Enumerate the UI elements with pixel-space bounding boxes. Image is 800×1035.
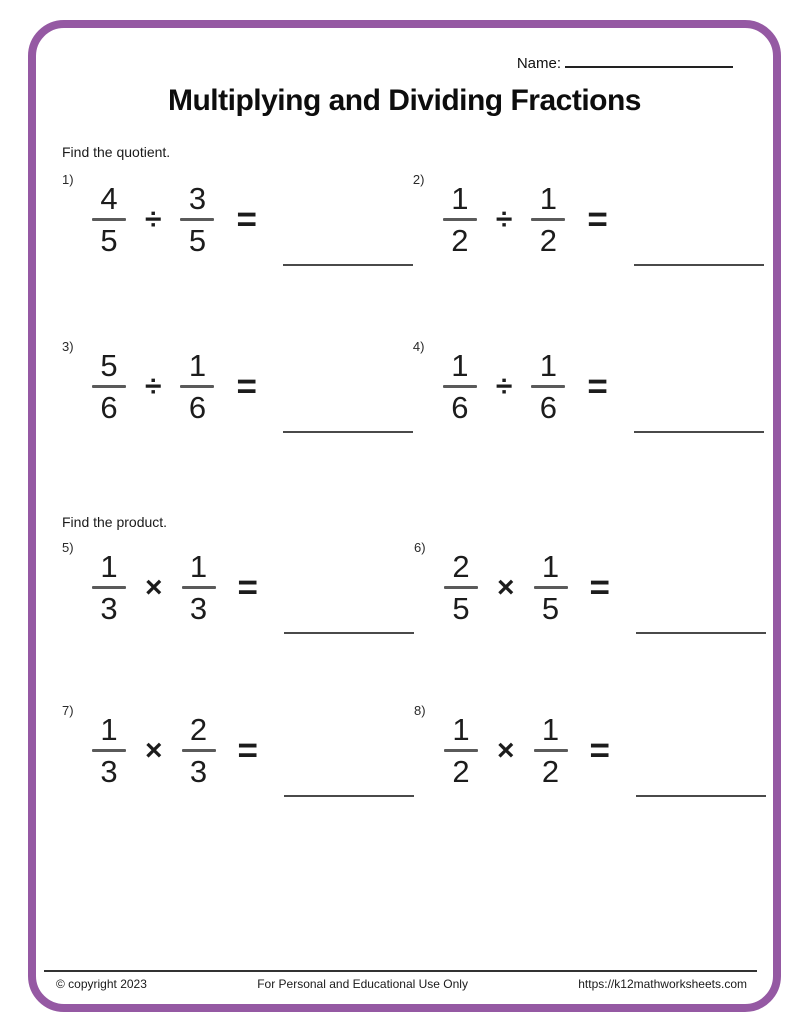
numerator: 2: [452, 549, 470, 584]
numerator: 1: [451, 348, 469, 383]
expression: [440, 550, 766, 625]
problem-2: [413, 172, 764, 257]
page-title: Multiplying and Dividing Fractions: [167, 84, 641, 117]
equals-sign: =: [237, 730, 258, 770]
usage-text: For Personal and Educational Use Only: [257, 977, 468, 991]
fraction-1: [88, 713, 130, 788]
fraction-bar: [531, 218, 565, 221]
fraction-2: [527, 182, 569, 257]
problem-3: [62, 339, 413, 424]
website-url[interactable]: https://k12mathworksheets.com: [578, 977, 747, 991]
problem-number: 4): [412, 339, 425, 354]
fraction-bar: [443, 385, 477, 388]
equals-sign: =: [587, 199, 608, 239]
denominator: 2: [451, 223, 469, 258]
problems-row-2: [62, 339, 747, 424]
equals-sign: =: [236, 199, 257, 239]
fraction-1: [88, 349, 130, 424]
problem-number: 8): [413, 703, 426, 718]
multiply-operator: ×: [496, 733, 515, 767]
answer-line[interactable]: [636, 795, 766, 797]
fraction-1: [440, 713, 482, 788]
fraction-2: [178, 713, 220, 788]
problem-number: 5): [62, 540, 74, 555]
divide-operator: ÷: [495, 369, 513, 403]
problem-number: 1): [62, 172, 74, 187]
fraction-1: [439, 182, 481, 257]
footer: [44, 970, 757, 991]
numerator: 1: [452, 712, 470, 747]
problem-number: 2): [412, 172, 425, 187]
denominator: 6: [451, 390, 469, 425]
name-label: Name:: [516, 55, 561, 72]
fraction-bar: [182, 586, 216, 589]
fraction-bar: [180, 218, 214, 221]
expression: [88, 713, 414, 788]
fraction-2: [176, 182, 218, 257]
copyright-text: © copyright 2023: [56, 977, 147, 991]
numerator: 1: [541, 712, 560, 747]
denominator: 6: [539, 390, 558, 425]
multiply-operator: ×: [145, 570, 163, 604]
expression: [440, 713, 766, 788]
answer-line[interactable]: [634, 264, 764, 266]
denominator: 5: [452, 591, 470, 626]
numerator: 3: [188, 181, 207, 216]
equals-sign: =: [236, 366, 257, 406]
fraction-bar: [444, 586, 478, 589]
divide-operator: ÷: [145, 202, 162, 236]
fraction-1: [88, 182, 130, 257]
fraction-bar: [92, 749, 126, 752]
numerator: 5: [100, 348, 118, 383]
numerator: 1: [188, 348, 207, 383]
fraction-2: [178, 550, 220, 625]
answer-line[interactable]: [634, 431, 764, 433]
fraction-2: [176, 349, 218, 424]
problems-row-1: [62, 172, 747, 257]
answer-line[interactable]: [636, 632, 766, 634]
fraction-2: [530, 713, 572, 788]
instruction-quotient: Find the quotient.: [62, 144, 171, 160]
multiply-operator: ×: [145, 733, 163, 767]
fraction-bar: [444, 749, 478, 752]
denominator: 6: [188, 390, 207, 425]
problem-4: [413, 339, 764, 424]
numerator: 1: [541, 549, 560, 584]
problems-row-3: [62, 540, 747, 625]
fraction-bar: [531, 385, 565, 388]
divide-operator: ÷: [145, 369, 162, 403]
denominator: 3: [189, 754, 208, 789]
problem-8: [414, 703, 766, 788]
denominator: 5: [541, 591, 560, 626]
expression: [439, 182, 764, 257]
fraction-bar: [92, 218, 126, 221]
fraction-1: [439, 349, 481, 424]
denominator: 2: [541, 754, 560, 789]
problem-1: [62, 172, 413, 257]
divide-operator: ÷: [495, 202, 513, 236]
fraction-1: [440, 550, 482, 625]
numerator: 1: [189, 549, 208, 584]
numerator: 1: [100, 549, 118, 584]
expression: [88, 349, 413, 424]
fraction-2: [527, 349, 569, 424]
name-row: [62, 54, 747, 72]
instruction-product: Find the product.: [62, 514, 168, 530]
equals-sign: =: [589, 567, 610, 607]
worksheet-content: [36, 28, 773, 1004]
denominator: 5: [188, 223, 207, 258]
denominator: 2: [452, 754, 470, 789]
expression: [88, 550, 414, 625]
fraction-bar: [92, 586, 126, 589]
fraction-1: [88, 550, 130, 625]
fraction-bar: [182, 749, 216, 752]
fraction-bar: [534, 586, 568, 589]
fraction-bar: [180, 385, 214, 388]
equals-sign: =: [589, 730, 610, 770]
answer-line[interactable]: [284, 632, 414, 634]
denominator: 3: [100, 754, 118, 789]
denominator: 2: [539, 223, 558, 258]
numerator: 1: [100, 712, 118, 747]
denominator: 6: [100, 390, 118, 425]
fraction-bar: [443, 218, 477, 221]
problem-number: 7): [62, 703, 74, 718]
expression: [88, 182, 413, 257]
numerator: 1: [451, 181, 469, 216]
fraction-bar: [92, 385, 126, 388]
fraction-2: [530, 550, 572, 625]
problem-6: [414, 540, 766, 625]
fraction-bar: [534, 749, 568, 752]
denominator: 3: [189, 591, 208, 626]
expression: [439, 349, 764, 424]
name-fill-line[interactable]: [565, 54, 733, 68]
worksheet-border: [28, 20, 781, 1012]
answer-line[interactable]: [283, 431, 413, 433]
problem-number: 3): [62, 339, 74, 354]
equals-sign: =: [237, 567, 258, 607]
problem-number: 6): [413, 540, 426, 555]
answer-line[interactable]: [283, 264, 413, 266]
numerator: 2: [189, 712, 208, 747]
denominator: 5: [100, 223, 118, 258]
numerator: 4: [100, 181, 118, 216]
denominator: 3: [100, 591, 118, 626]
problem-5: [62, 540, 414, 625]
numerator: 1: [539, 348, 558, 383]
answer-line[interactable]: [284, 795, 414, 797]
equals-sign: =: [587, 366, 608, 406]
numerator: 1: [539, 181, 558, 216]
problem-7: [62, 703, 414, 788]
problems-row-4: [62, 703, 747, 788]
multiply-operator: ×: [496, 570, 515, 604]
